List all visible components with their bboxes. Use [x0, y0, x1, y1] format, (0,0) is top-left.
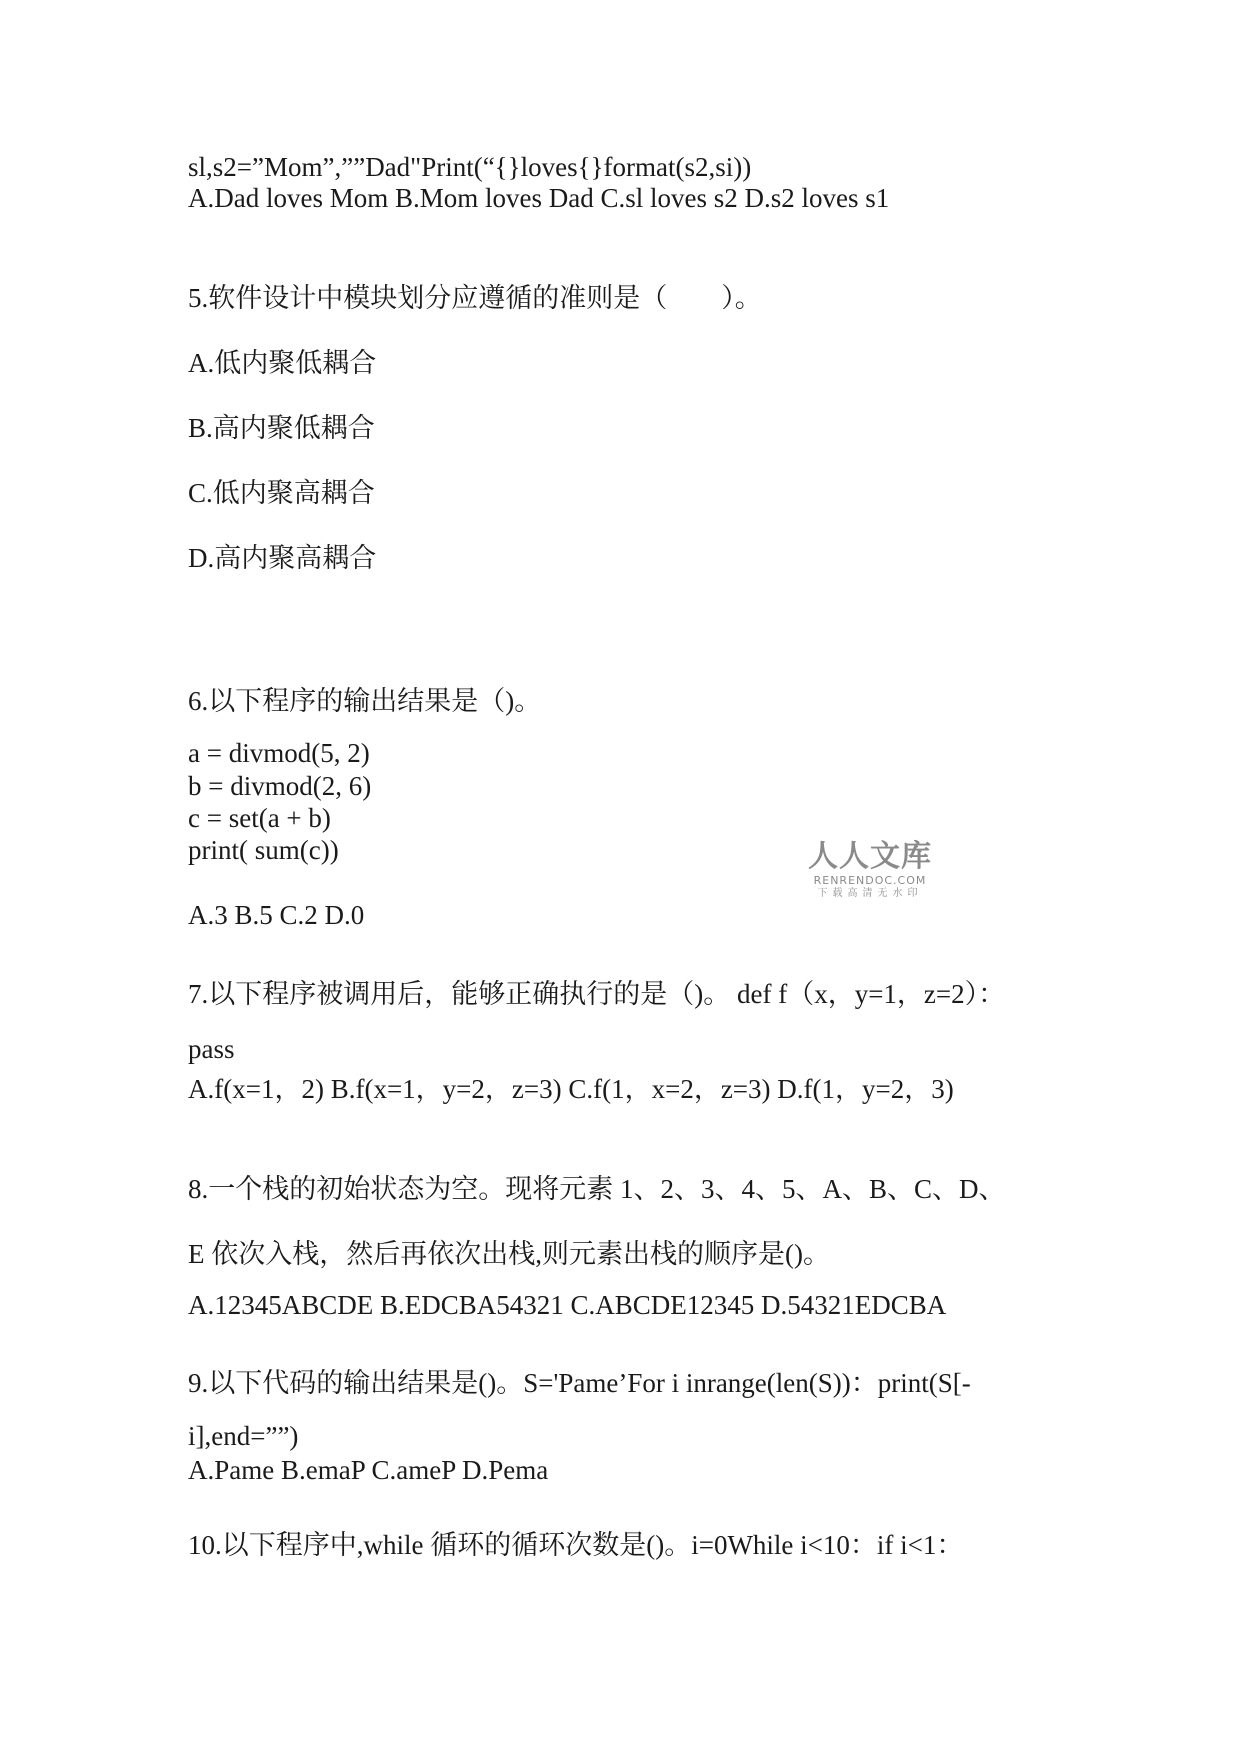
- question-6-options: A.3 B.5 C.2 D.0: [188, 900, 365, 930]
- question-8-stem-line-1: 8.一个栈的初始状态为空。现将元素 1、2、3、4、5、A、B、C、D、: [188, 1174, 1006, 1204]
- question-7-code: pass: [188, 1034, 235, 1064]
- question-9-stem-line-1: 9.以下代码的输出结果是()。S='Pame’For i inrange(len(S))：print(S[-: [188, 1368, 971, 1398]
- question-6-code-line-1: a = divmod(5, 2): [188, 738, 370, 768]
- question-9-stem-line-2: i],end=””): [188, 1421, 299, 1451]
- watermark-title: 人人文库: [808, 839, 932, 874]
- question-6-stem: 6.以下程序的输出结果是（)。: [188, 686, 542, 716]
- question-6-code-line-2: b = divmod(2, 6): [188, 771, 372, 801]
- question-6-code-line-3: c = set(a + b): [188, 803, 331, 833]
- question-5-option-a: A.低内聚低耦合: [188, 348, 377, 378]
- question-5-stem: 5.软件设计中模块划分应遵循的准则是（ ）。: [188, 283, 762, 313]
- question-5-option-d: D.高内聚高耦合: [188, 543, 377, 573]
- watermark-url: RENRENDOC.COM: [813, 874, 927, 887]
- question-4-options: A.Dad loves Mom B.Mom loves Dad C.sl loves s2 D.s2 loves s1: [188, 183, 890, 213]
- question-8-stem-line-2: E 依次入栈，然后再依次出栈,则元素出栈的顺序是()。: [188, 1239, 830, 1269]
- question-4-code-line: sl,s2=”Mom”,””Dad"Print(“{}loves{}format(s2,si)): [188, 152, 752, 182]
- question-5-option-c: C.低内聚高耦合: [188, 478, 375, 508]
- watermark-logo: [800, 840, 940, 900]
- watermark-subtitle: 下载高清无水印: [817, 888, 923, 899]
- question-8-options: A.12345ABCDE B.EDCBA54321 C.ABCDE12345 D.54321EDCBA: [188, 1290, 947, 1320]
- question-10-stem: 10.以下程序中,while 循环的循环次数是()。i=0While i<10：if i<1：: [188, 1530, 964, 1560]
- question-6-code-line-4: print( sum(c)): [188, 835, 339, 865]
- question-5-option-b: B.高内聚低耦合: [188, 413, 375, 443]
- question-9-options: A.Pame B.emaP C.ameP D.Pema: [188, 1455, 549, 1485]
- question-7-stem: 7.以下程序被调用后，能够正确执行的是（)。 def f（x，y=1，z=2）：: [188, 979, 1006, 1009]
- question-7-options: A.f(x=1，2) B.f(x=1，y=2，z=3) C.f(1，x=2，z=3) D.f(1，y=2，3): [188, 1074, 954, 1104]
